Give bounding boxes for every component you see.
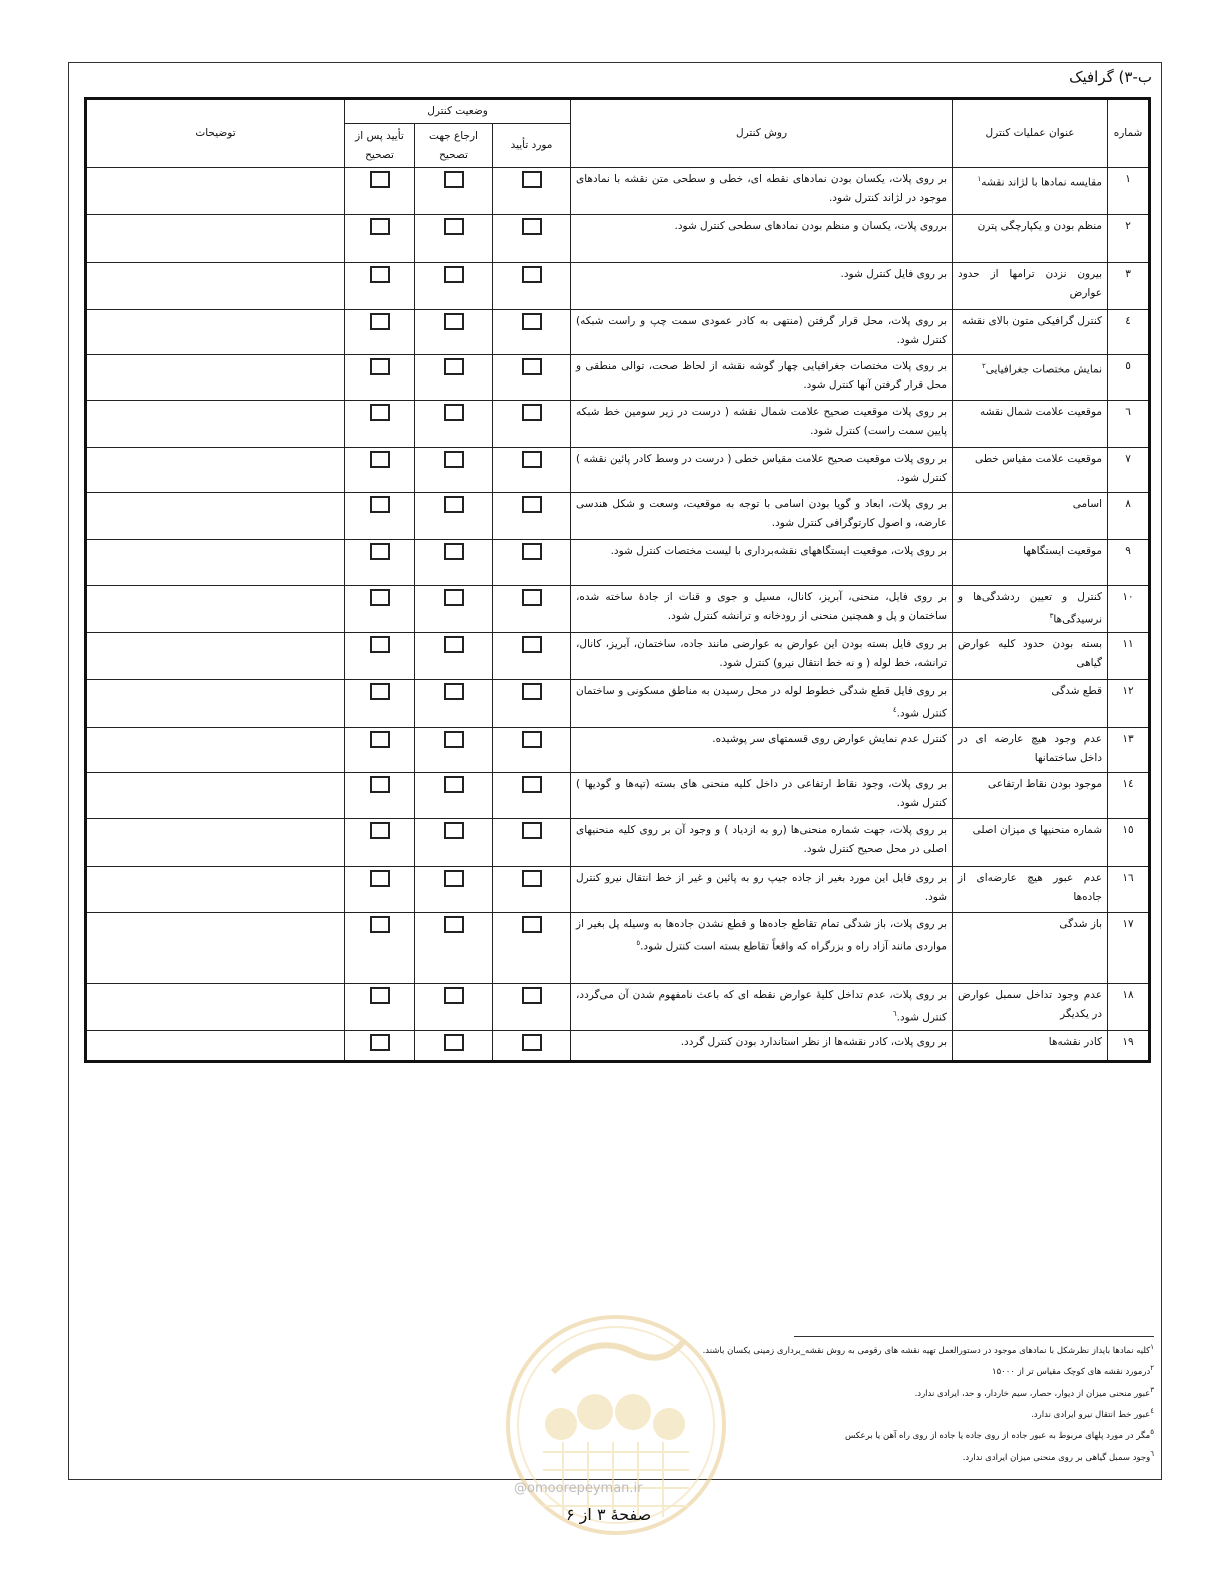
status-cell-after (345, 355, 415, 401)
footnote-mark: ٦ (1150, 1449, 1154, 1458)
row-number: ۱٥ (1108, 818, 1150, 866)
row-method-text: بر روی فایل قطع شدگی خطوط لوله در محل رسیدن به مناطق مسکونی و ساختمان کنترل شود. (576, 684, 948, 719)
footnotes (702, 1336, 1154, 1467)
row-title (953, 866, 1108, 912)
table-row (86, 866, 1150, 912)
row-method-text: کنترل عدم نمایش عوارض روی قسمتهای سر پوشیده. (712, 732, 948, 745)
checkbox-after[interactable] (370, 822, 390, 839)
row-title (953, 310, 1108, 355)
checkbox-return[interactable] (444, 683, 464, 700)
table-row (86, 727, 1150, 772)
header-status-group: وضعیت کنترل (345, 99, 571, 124)
row-method-text: بر روی پلات مختصات جغرافیایی چهار گوشه نقشه از لحاظ صحت، توالی منطقی و محل قرار گرفتن آنها کنترل شود. (576, 360, 948, 391)
row-notes (86, 866, 345, 912)
footnote-mark: ۳ (1150, 1385, 1154, 1394)
status-cell-approved (493, 983, 571, 1030)
checkbox-after[interactable] (370, 589, 390, 606)
row-title (953, 1030, 1108, 1061)
status-cell-return (415, 540, 493, 586)
status-cell-return (415, 401, 493, 448)
footnote-mark: ۱ (1150, 1343, 1154, 1351)
status-cell-approved (493, 355, 571, 401)
status-cell-approved (493, 866, 571, 912)
footnote-marker: ٥ (636, 938, 641, 947)
checkbox-return[interactable] (444, 987, 464, 1004)
table-row (86, 586, 1150, 633)
row-method (571, 493, 953, 540)
row-method-text: بر روی پلات، باز شدگی تمام تقاطع جاده‌ها و قطع نشدن جاده‌ها به وسیله پل بغیر از مواردی مانند آزاد راه و بزرگراه که واقعاً تقاطع بسته است کنترل شود. (576, 917, 948, 952)
row-method (571, 912, 953, 983)
row-title (953, 355, 1108, 401)
footnote-text: مگر در مورد پلهای مربوط به عبور جاده از روی جاده یا جاده از روی راه آهن یا برعکس (844, 1431, 1151, 1442)
table-row (86, 679, 1150, 727)
checkbox-return[interactable] (444, 1034, 464, 1051)
row-method (571, 586, 953, 633)
status-cell-after (345, 493, 415, 540)
checkbox-return[interactable] (444, 543, 464, 560)
checkbox-return[interactable] (444, 313, 464, 330)
table-row (86, 983, 1150, 1030)
row-method (571, 540, 953, 586)
row-title (953, 727, 1108, 772)
table-row (86, 168, 1150, 215)
row-method (571, 866, 953, 912)
checkbox-after[interactable] (370, 358, 390, 375)
checkbox-after[interactable] (370, 451, 390, 468)
row-method-text: بر روی پلات، جهت شماره منحنی‌ها (رو به ازدیاد ) و وجود آن بر روی کلیه منحنیهای اصلی در محل صحیح کنترل شود. (576, 823, 948, 855)
checkbox-after[interactable] (370, 171, 390, 188)
row-notes (86, 401, 345, 448)
row-title (953, 818, 1108, 866)
header-status-after: تأیید پس از تصحیح (345, 124, 415, 168)
row-notes (86, 448, 345, 493)
row-method (571, 310, 953, 355)
checkbox-approved[interactable] (522, 496, 542, 513)
row-notes (86, 1030, 345, 1061)
status-cell-return (415, 772, 493, 818)
row-number: ۱۳ (1108, 727, 1150, 772)
row-title (953, 540, 1108, 586)
row-number: ۸ (1108, 493, 1150, 540)
row-number: ۱٤ (1108, 772, 1150, 818)
row-notes (86, 263, 345, 310)
status-cell-after (345, 983, 415, 1030)
status-cell-return (415, 632, 493, 679)
row-notes (86, 540, 345, 586)
row-method-text: بر روی فایل این مورد بغیر از جاده جیپ رو به پائین و غیر از خط انتقال نیرو کنترل شود. (576, 871, 948, 903)
status-cell-approved (493, 818, 571, 866)
checkbox-approved[interactable] (522, 451, 542, 468)
status-cell-approved (493, 263, 571, 310)
header-status-approved: مورد تأیید (493, 124, 571, 168)
status-cell-return (415, 263, 493, 310)
checkbox-return[interactable] (444, 266, 464, 283)
status-cell-return (415, 912, 493, 983)
checkbox-after[interactable] (370, 1034, 390, 1051)
row-title (953, 586, 1108, 633)
row-title-text: منظم بودن و یکپارچگی پترن (977, 220, 1103, 232)
row-notes (86, 493, 345, 540)
row-title (953, 401, 1108, 448)
status-cell-return (415, 866, 493, 912)
header-notes: توضیحات (86, 99, 345, 168)
section-title: ب-۳) گرافیک (1069, 68, 1152, 86)
checkbox-approved[interactable] (522, 1034, 542, 1051)
row-title (953, 772, 1108, 818)
status-cell-after (345, 632, 415, 679)
row-number: ۳ (1108, 263, 1150, 310)
checkbox-after[interactable] (370, 987, 390, 1004)
status-cell-approved (493, 401, 571, 448)
checkbox-return[interactable] (444, 589, 464, 606)
checkbox-after[interactable] (370, 218, 390, 235)
row-title-text: موقعیت علامت شمال نقشه (979, 406, 1103, 418)
status-cell-return (415, 1030, 493, 1061)
status-cell-after (345, 679, 415, 727)
row-number: ۱۱ (1108, 632, 1150, 679)
header-method: روش کنترل (571, 99, 953, 168)
footnote (794, 1446, 1154, 1467)
row-method-text: بر روی پلات موقعیت صحیح علامت مقیاس خطی ( درست در وسط کادر پائین نقشه ) کنترل شود. (576, 453, 948, 484)
row-notes (86, 983, 345, 1030)
checkbox-approved[interactable] (522, 776, 542, 793)
table-row (86, 632, 1150, 679)
checkbox-after[interactable] (370, 313, 390, 330)
status-cell-approved (493, 912, 571, 983)
row-title-text: قطع شدگی (1051, 684, 1103, 697)
row-notes (86, 912, 345, 983)
status-cell-return (415, 679, 493, 727)
status-cell-return (415, 493, 493, 540)
status-cell-return (415, 818, 493, 866)
checkbox-approved[interactable] (522, 313, 542, 330)
table-row (86, 912, 1150, 983)
checkbox-after[interactable] (370, 916, 390, 933)
control-table (84, 97, 1151, 1063)
row-title (953, 493, 1108, 540)
checkbox-return[interactable] (444, 404, 464, 421)
footnote-marker: ۳ (1049, 612, 1054, 620)
status-cell-approved (493, 1030, 571, 1061)
checkbox-approved[interactable] (522, 589, 542, 606)
checkbox-return[interactable] (444, 776, 464, 793)
checkbox-return[interactable] (444, 451, 464, 468)
status-cell-approved (493, 215, 571, 263)
checkbox-return[interactable] (444, 822, 464, 839)
status-cell-return (415, 586, 493, 633)
status-cell-approved (493, 679, 571, 727)
status-cell-after (345, 448, 415, 493)
row-title (953, 215, 1108, 263)
row-number: ٦ (1108, 401, 1150, 448)
table-row (86, 772, 1150, 818)
checkbox-approved[interactable] (522, 822, 542, 839)
row-method (571, 679, 953, 727)
row-number: ۷ (1108, 448, 1150, 493)
checkbox-after[interactable] (370, 543, 390, 560)
status-cell-approved (493, 632, 571, 679)
row-title (953, 263, 1108, 310)
row-title-text: باز شدگی (1059, 917, 1103, 930)
checkbox-approved[interactable] (522, 683, 542, 700)
row-title (953, 448, 1108, 493)
row-title-text: اسامی (1072, 498, 1103, 510)
row-method-text: بر روی فایل بسته بودن این عوارض به عوارضی مانند جاده، ساختمان، آبریز، کانال، ترانشه، خط لوله ( و نه خط انتقال نیرو) کنترل شود. (576, 637, 948, 669)
footnote-mark: ۲ (1150, 1364, 1154, 1373)
row-notes (86, 727, 345, 772)
row-method-text: بر روی پلات، وجود نقاط ارتفاعی در داخل کلیه منحنی های بسته (تپه‌ها و گودیها ) کنترل شود. (576, 777, 948, 809)
footnote-text: عبور منحنی میزان از دیوار، حصار، سیم خاردار، و حد، ایرادی ندارد. (914, 1388, 1151, 1399)
status-cell-return (415, 448, 493, 493)
row-notes (86, 355, 345, 401)
table-row (86, 263, 1150, 310)
footnote (794, 1360, 1154, 1381)
footnote-mark: ٤ (1150, 1406, 1154, 1415)
status-cell-after (345, 912, 415, 983)
row-method-text: بر روی پلات موقعیت صحیح علامت شمال نقشه ( درست در زیر سومین خط شبکه پایین سمت راست) کنترل شود. (576, 406, 948, 437)
row-method (571, 772, 953, 818)
checkbox-return[interactable] (444, 870, 464, 887)
status-cell-after (345, 818, 415, 866)
checkbox-approved[interactable] (522, 543, 542, 560)
status-cell-after (345, 263, 415, 310)
checkbox-return[interactable] (444, 218, 464, 235)
status-cell-approved (493, 586, 571, 633)
status-cell-after (345, 727, 415, 772)
footnote (794, 1382, 1154, 1403)
row-title-text: عدم وجود هیچ عارضه ای در داخل ساختمانها (958, 732, 1103, 764)
row-notes (86, 632, 345, 679)
row-method-text: بر روی پلات، یکسان بودن نمادهای نقطه ای، خطی و سطحی متن نقشه با نمادهای موجود در لژاند کنترل شود. (576, 173, 948, 204)
checkbox-return[interactable] (444, 171, 464, 188)
footnote-mark: ٥ (1150, 1428, 1154, 1437)
table-row (86, 493, 1150, 540)
status-cell-approved (493, 168, 571, 215)
row-method (571, 448, 953, 493)
checkbox-after[interactable] (370, 266, 390, 283)
status-cell-return (415, 310, 493, 355)
row-title-text: مقایسه نمادها با لژاند نقشه (981, 176, 1103, 189)
row-notes (86, 215, 345, 263)
row-title (953, 912, 1108, 983)
page-number: صفحۀ ۳ از ۶ (566, 1505, 652, 1524)
row-title-text: موجود بودن نقاط ارتفاعی (988, 777, 1103, 790)
status-cell-after (345, 540, 415, 586)
status-cell-return (415, 355, 493, 401)
checkbox-approved[interactable] (522, 404, 542, 421)
row-method-text: برروی پلات، یکسان و منظم بودن نمادهای سطحی کنترل شود. (674, 220, 948, 232)
footnote-text: درمورد نقشه های کوچک مقیاس تر از ۱۵۰۰۰ (992, 1367, 1151, 1378)
checkbox-after[interactable] (370, 683, 390, 700)
status-cell-after (345, 310, 415, 355)
table-row (86, 401, 1150, 448)
row-number: ٤ (1108, 310, 1150, 355)
checkbox-after[interactable] (370, 731, 390, 748)
footnote (794, 1424, 1154, 1445)
table-row (86, 1030, 1150, 1061)
row-method-text: بر روی پلات، عدم تداخل کلیۀ عوارض نقطه ای که باعث نامفهوم شدن آن می‌گردد، کنترل شود. (576, 988, 948, 1023)
row-method-text: بر روی پلات، کادر نقشه‌ها از نظر استاندارد بودن کنترل گردد. (680, 1035, 948, 1048)
footnote-marker: ۲ (981, 362, 986, 370)
status-cell-after (345, 772, 415, 818)
table-row (86, 215, 1150, 263)
checkbox-return[interactable] (444, 636, 464, 653)
row-method (571, 401, 953, 448)
row-title-text: موقعیت ایستگاهها (1023, 545, 1103, 557)
footnote-marker: ٦ (892, 1009, 897, 1018)
footnote-text: کلیه نمادها بایداز نظرشکل با نمادهای موجود در دستورالعمل تهیه نقشه های رقومی به روش نقشه_برداری زمینی یکسان باشند. (702, 1345, 1151, 1356)
row-title-text: کادر نقشه‌ها (1048, 1035, 1103, 1048)
row-number: ۱۸ (1108, 983, 1150, 1030)
checkbox-approved[interactable] (522, 870, 542, 887)
checkbox-return[interactable] (444, 496, 464, 513)
row-number: ۱ (1108, 168, 1150, 215)
header-number: شماره (1108, 99, 1150, 168)
row-number: ۱۹ (1108, 1030, 1150, 1061)
footnote (794, 1403, 1154, 1424)
row-number: ۲ (1108, 215, 1150, 263)
footnote-text: وجود سمبل گیاهی بر روی منحنی میزان ایرادی ندارد. (962, 1452, 1151, 1463)
row-notes (86, 168, 345, 215)
footnote-text: عبور خط انتقال نیرو ایرادی ندارد. (1031, 1409, 1151, 1420)
row-method-text: بر روی فایل کنترل شود. (840, 268, 948, 280)
table-row (86, 540, 1150, 586)
row-title-text: شماره منحنیها ی میزان اصلی (972, 823, 1103, 836)
row-notes (86, 679, 345, 727)
checkbox-approved[interactable] (522, 266, 542, 283)
row-number: ۹ (1108, 540, 1150, 586)
checkbox-return[interactable] (444, 358, 464, 375)
checkbox-return[interactable] (444, 916, 464, 933)
row-title (953, 679, 1108, 727)
row-method (571, 727, 953, 772)
status-cell-after (345, 215, 415, 263)
row-method (571, 168, 953, 215)
footnote-marker: ٤ (892, 705, 897, 714)
status-cell-return (415, 983, 493, 1030)
row-title-text: نمایش مختصات جغرافیایی (985, 363, 1103, 376)
checkbox-approved[interactable] (522, 636, 542, 653)
status-cell-approved (493, 493, 571, 540)
checkbox-after[interactable] (370, 636, 390, 653)
checkbox-approved[interactable] (522, 916, 542, 933)
row-notes (86, 310, 345, 355)
row-method (571, 355, 953, 401)
row-title-text: عدم عبور هیچ عارضه‌ای از جاده‌ها (958, 871, 1103, 903)
table-row (86, 310, 1150, 355)
row-number: ۱۰ (1108, 586, 1150, 633)
checkbox-after[interactable] (370, 776, 390, 793)
row-number: ۱٦ (1108, 866, 1150, 912)
row-method-text: بر روی پلات، محل قرار گرفتن (منتهی به کادر عمودی سمت چپ و راست شبکه) کنترل شود. (576, 315, 948, 346)
status-cell-return (415, 168, 493, 215)
table-row (86, 448, 1150, 493)
row-title-text: کنترل گرافیکی متون بالای نقشه (961, 315, 1103, 327)
header-operation: عنوان عملیات کنترل (953, 99, 1108, 168)
status-cell-approved (493, 540, 571, 586)
row-method (571, 215, 953, 263)
checkbox-after[interactable] (370, 404, 390, 421)
checkbox-after[interactable] (370, 496, 390, 513)
status-cell-approved (493, 448, 571, 493)
header-status-return: ارجاع جهت تصحیح (415, 124, 493, 168)
row-notes (86, 586, 345, 633)
row-title-text: موقعیت علامت مقیاس خطی (974, 453, 1103, 465)
row-method-text: بر روی فایل، منحنی، آبریز، کانال، مسیل و جوی و قنات از جادۀ ساخته شده، ساختمان و پل و همچنین منحنی از رودخانه و ترانشه کنترل شود. (576, 591, 948, 622)
row-method (571, 983, 953, 1030)
checkbox-approved[interactable] (522, 218, 542, 235)
status-cell-approved (493, 772, 571, 818)
row-title (953, 168, 1108, 215)
row-notes (86, 818, 345, 866)
checkbox-approved[interactable] (522, 358, 542, 375)
row-title-text: بیرون نزدن ترامها از حدود عوارض (958, 268, 1103, 299)
status-cell-approved (493, 310, 571, 355)
status-cell-after (345, 168, 415, 215)
status-cell-after (345, 866, 415, 912)
row-method (571, 1030, 953, 1061)
row-number: ٥ (1108, 355, 1150, 401)
checkbox-approved[interactable] (522, 731, 542, 748)
checkbox-approved[interactable] (522, 171, 542, 188)
status-cell-approved (493, 727, 571, 772)
table-row (86, 355, 1150, 401)
status-cell-after (345, 1030, 415, 1061)
footnote (702, 1339, 1154, 1360)
row-method-text: بر روی پلات، موقعیت ایستگاههای نقشه‌برداری با لیست مختصات کنترل شود. (610, 545, 948, 557)
status-cell-after (345, 401, 415, 448)
row-notes (86, 772, 345, 818)
row-method (571, 263, 953, 310)
row-title-text: کنترل و تعیین ردشدگی‌ها و نرسیدگی‌ها (958, 591, 1103, 626)
checkbox-return[interactable] (444, 731, 464, 748)
status-cell-return (415, 727, 493, 772)
footnote-marker: ۱ (977, 175, 982, 183)
row-title (953, 632, 1108, 679)
row-number: ۱۷ (1108, 912, 1150, 983)
status-cell-after (345, 586, 415, 633)
row-number: ۱۲ (1108, 679, 1150, 727)
checkbox-approved[interactable] (522, 987, 542, 1004)
watermark-url: @omoorepeyman.ir (514, 1481, 643, 1496)
row-method (571, 632, 953, 679)
row-title-text: بسته بودن حدود کلیه عوارض گیاهی (958, 637, 1103, 669)
row-title (953, 983, 1108, 1030)
row-method-text: بر روی پلات، ابعاد و گویا بودن اسامی با توجه به موقعیت، وسعت و شکل هندسی عارضه، و اصول کارتوگرافی کنترل شود. (576, 498, 948, 529)
checkbox-after[interactable] (370, 870, 390, 887)
status-cell-return (415, 215, 493, 263)
row-title-text: عدم وجود تداخل سمبل عوارض در یکدیگر (958, 988, 1103, 1020)
table-row (86, 818, 1150, 866)
row-method (571, 818, 953, 866)
